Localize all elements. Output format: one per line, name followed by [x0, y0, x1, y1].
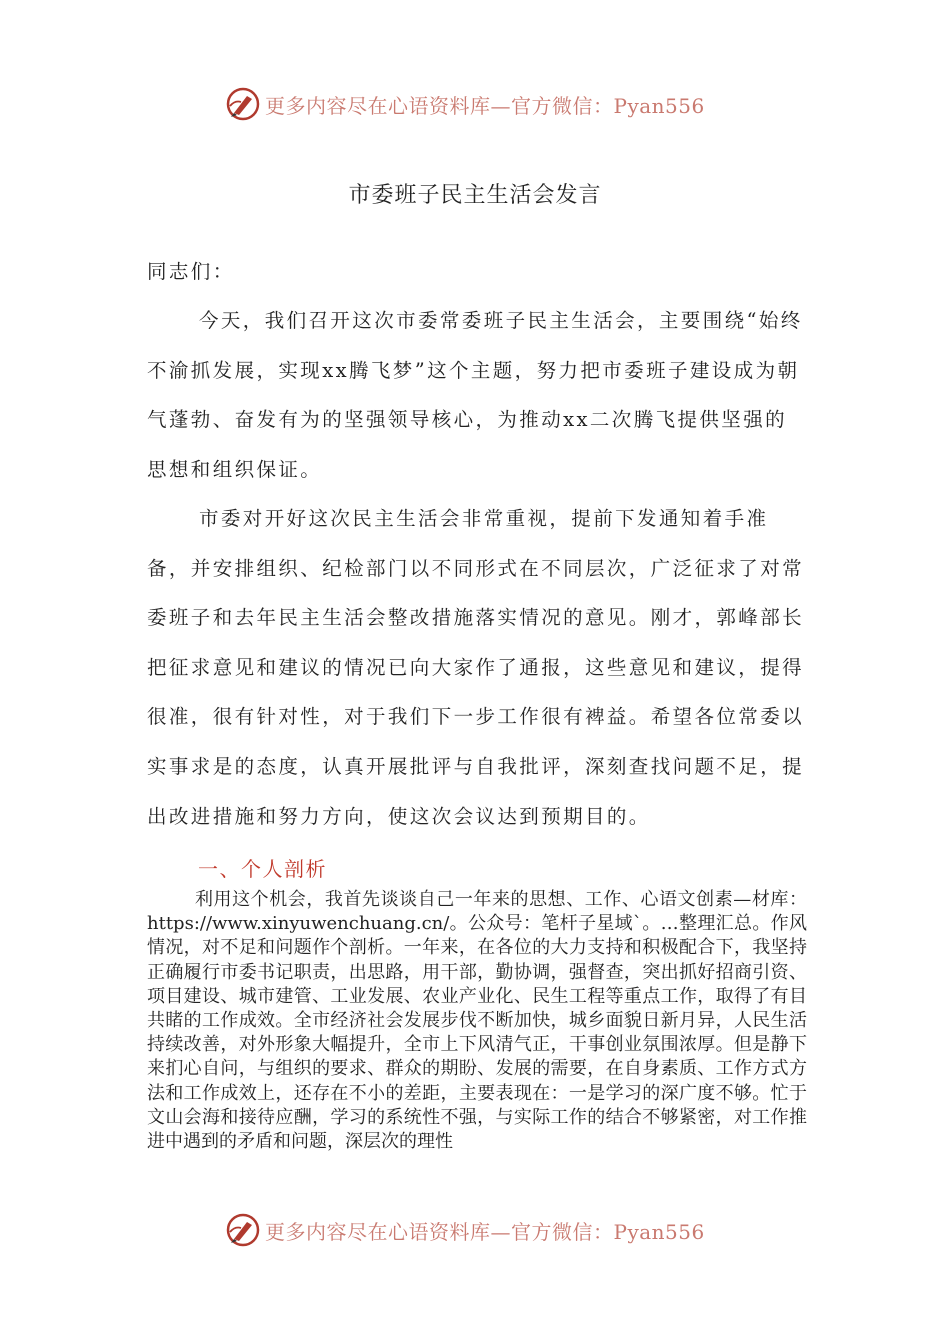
paragraph-preparation: 市委对开好这次民主生活会非常重视，提前下发通知着手准备，并安排组织、纪检部门以不同形式在不同层次，广泛征求了对常委班子和去年民主生活会整改措施落实情况的意见。刚才，郭峰部长把征求意见和建议的情况已向大家作了通报，这些意见和建议，提得很准，很有针对性，对于我们下一步工作很有裨益。希望各位常委以实事求是的态度，认真开展批评与自我批评，深刻查找问题不足，提出改进措施和努力方向，使这次会议达到预期目的。	[147, 507, 805, 828]
paragraph-personal-analysis: 利用这个机会，我首先谈谈自己一年来的思想、工作、心语文创素—材库：https://www.xinyuwenchuang.cn/。公众号：笔杆子星域`。…整理汇总。作风情况，对不足和问题作个剖析。一年来，在各位的大力支持和积极配合下，我坚持正确履行市委书记职责，出思路，用干部，勤协调，强督查，突出抓好招商引资、项目建设、城市建管、工业发展、农业产业化、民生工程等重点工作，取得了有目共睹的工作成效。全市经济社会发展步伐不断加快，城乡面貌日新月异，人民生活持续改善，对外形象大幅提升，全市上下风清气正，干事创业氛围浓厚。但是静下来扪心自问，与组织的要求、群众的期盼、发展的需要，在自身素质、工作方式方法和工作成效上，还存在不小的差距，主要表现在：一是学习的深广度不够。忙于文山会海和接待应酬，学习的系统性不强，与实际工作的结合不够紧密，对工作推进中遇到的矛盾和问题，深层次的理性	[147, 889, 807, 1153]
section-heading: 一、个人剖析	[198, 857, 327, 881]
header-watermark-banner	[225, 84, 705, 124]
banner-text: 更多内容尽在心语资料库—官方微信：Pyan556	[265, 93, 705, 118]
greeting: 同志们：	[147, 260, 235, 283]
footer-watermark-banner	[225, 1210, 705, 1250]
pen-nib-logo-icon	[225, 1212, 261, 1248]
pen-nib-logo-icon	[225, 86, 261, 122]
document-title: 市委班子民主生活会发言	[348, 183, 602, 208]
banner-text: 更多内容尽在心语资料库—官方微信：Pyan556	[265, 1219, 705, 1244]
paragraph-intro: 今天，我们召开这次市委常委班子民主生活会，主要围绕“始终不渝抓发展，实现xx腾飞梦”这个主题，努力把市委班子建设成为朝气蓬勃、奋发有为的坚强领导核心，为推动xx二次腾飞提供坚强的思想和组织保证。	[147, 309, 803, 481]
